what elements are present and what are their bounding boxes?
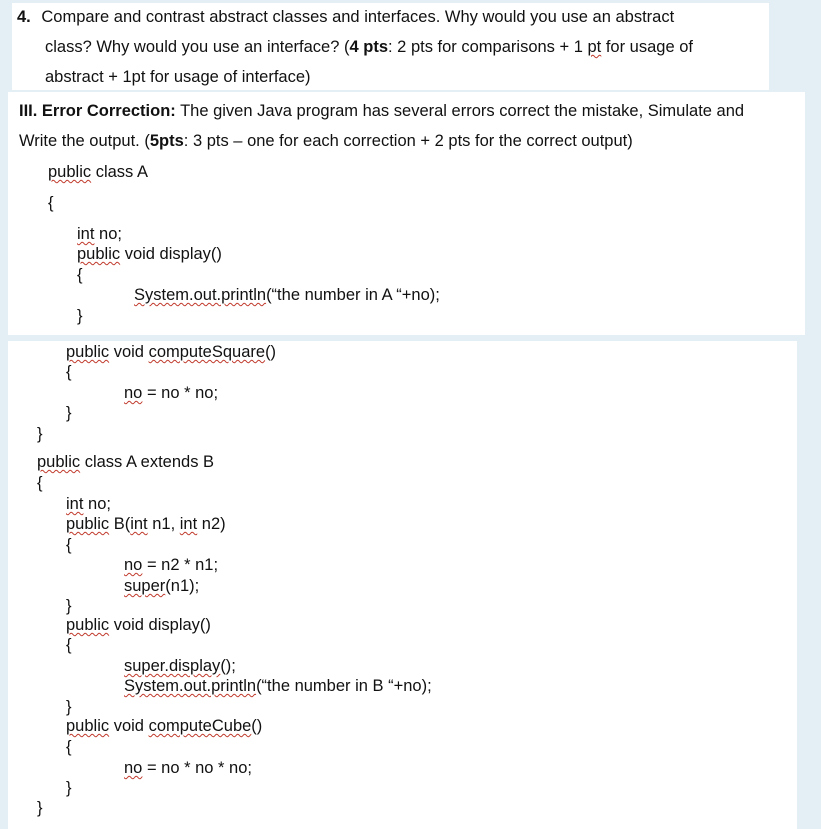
code-line: System.out.println(“the number in A “+no); [134,286,440,304]
code-line: } [77,307,83,325]
code-line: { [37,474,43,492]
code-line: { [48,194,54,212]
code-line: System.out.println(“the number in B “+no); [124,677,432,695]
question4-line1 [17,7,674,27]
question4-number: 4. [17,8,31,26]
code-line: public void computeSquare() [66,343,277,361]
code-line: no = no * no; [124,384,219,402]
question4-line2: class? Why would you use an interface? (4 pts: 2 pts for comparisons + 1 pt for usage of [45,38,693,56]
code-line: } [66,404,72,422]
code-line: public B(int n1, int n2) [66,515,226,533]
code-line: super(n1); [124,577,200,595]
code-line: int no; [77,225,122,243]
code-line: public void display() [77,245,222,263]
code-line: } [66,779,72,797]
code-line: } [37,425,43,443]
section3-line2: Write the output. (5pts: 3 pts – one for each correction + 2 pts for the correct output) [19,132,633,150]
section3-line1: III. Error Correction: The given Java program has several errors correct the mistake, Simulate and [19,102,745,120]
code-line: public void display() [66,616,211,634]
code-line: public class A [48,163,148,181]
code-line: { [66,536,72,554]
code-line: } [66,597,72,615]
code-line: no = no * no * no; [124,759,252,777]
code-line: { [66,636,72,654]
code-line: int no; [66,495,111,513]
code-line: public void computeCube() [66,717,263,735]
code-line: } [37,799,43,817]
code-line: { [66,738,72,756]
question4-line3: abstract + 1pt for usage of interface) [45,68,311,86]
section3-heading: III. Error Correction: [19,102,176,120]
code-line: super.display(); [124,657,236,675]
code-line: { [77,266,83,284]
question4-text: Compare and contrast abstract classes and interfaces. Why would you use an abstract [41,8,675,26]
code-line: } [66,698,72,716]
code-line: no = n2 * n1; [124,556,219,574]
code-line: { [66,363,72,381]
code-line: public class A extends B [37,453,215,471]
